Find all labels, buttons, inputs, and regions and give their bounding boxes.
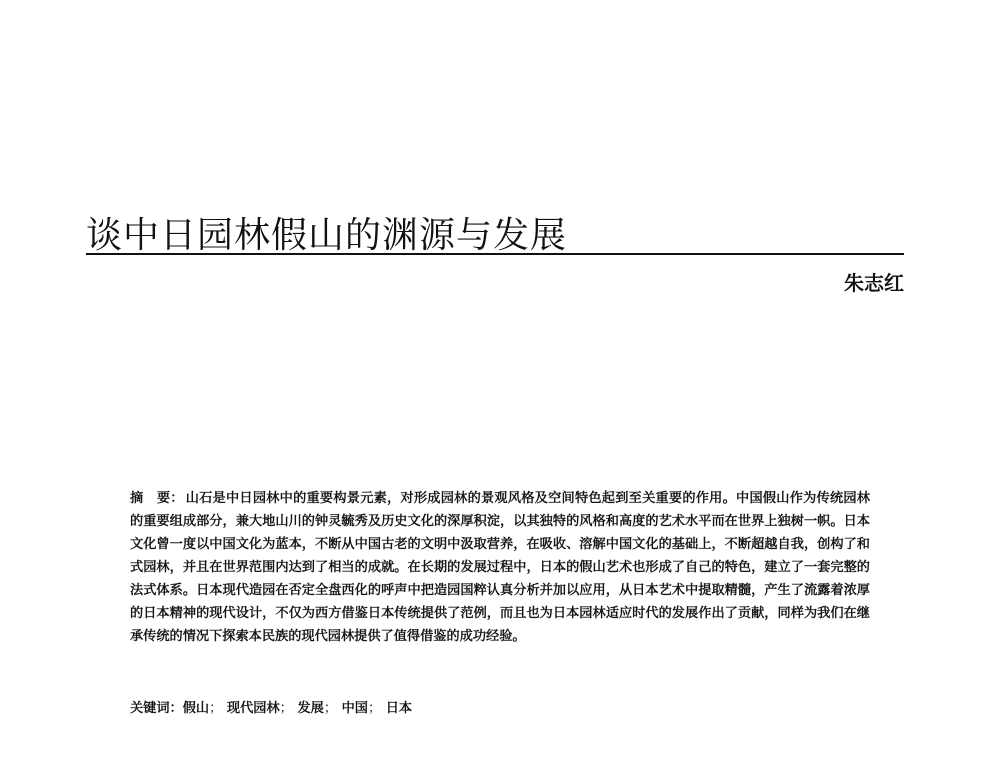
keyword-item: 日本 xyxy=(385,701,413,716)
paper-title: 谈中日园林假山的渊源与发展 xyxy=(86,215,568,257)
keyword-separator: ； xyxy=(367,701,382,716)
keyword-item: 发展 xyxy=(297,701,324,716)
keyword-item: 中国 xyxy=(341,701,368,716)
keywords-line xyxy=(130,697,870,720)
keyword-item: 现代园林 xyxy=(226,701,280,716)
keyword-separator: ； xyxy=(279,701,293,716)
abstract-paragraph xyxy=(130,487,870,648)
keyword-item: 假山 xyxy=(182,701,210,716)
title-divider xyxy=(86,253,904,255)
keyword-separator: ； xyxy=(209,701,223,716)
keywords-label: 关键词： xyxy=(130,701,183,716)
abstract-text: 山石是中日园林中的重要构景元素，对形成园林的景观风格及空间特色起到至关重要的作用。中国假山作为传统园林的重要组成部分，兼大地山川的钟灵毓秀及历史文化的深厚积淀，以其独特的风格和高度的艺术水平而在世界上独树一帜。日本文化曾一度以中国文化为蓝本，不断从中国古老的文明中汲取营养，在吸收、溶解中国文化的基础上，不断超越自我，创构了和式园林，并且在世界范围内达到了相当的成就。在长期的发展过程中，日本的假山艺术也形成了自己的特色，建立了一套完整的法式体系。日本现代造园在否定全盘西化的呼声中把造园国粹认真分析并加以应用，从日本艺术中提取精髓，产生了流露着浓厚的日本精神的现代设计，不仅为西方借鉴日本传统提供了范例，而且也为日本园林适应时代的发展作出了贡献，同样为我们在继承传统的情况下探索本民族的现代园林提供了值得借鉴的成功经验。 xyxy=(130,491,871,644)
abstract-label: 摘 要： xyxy=(130,491,184,506)
keyword-separator: ； xyxy=(323,701,337,716)
author-name: 朱志红 xyxy=(844,271,904,295)
